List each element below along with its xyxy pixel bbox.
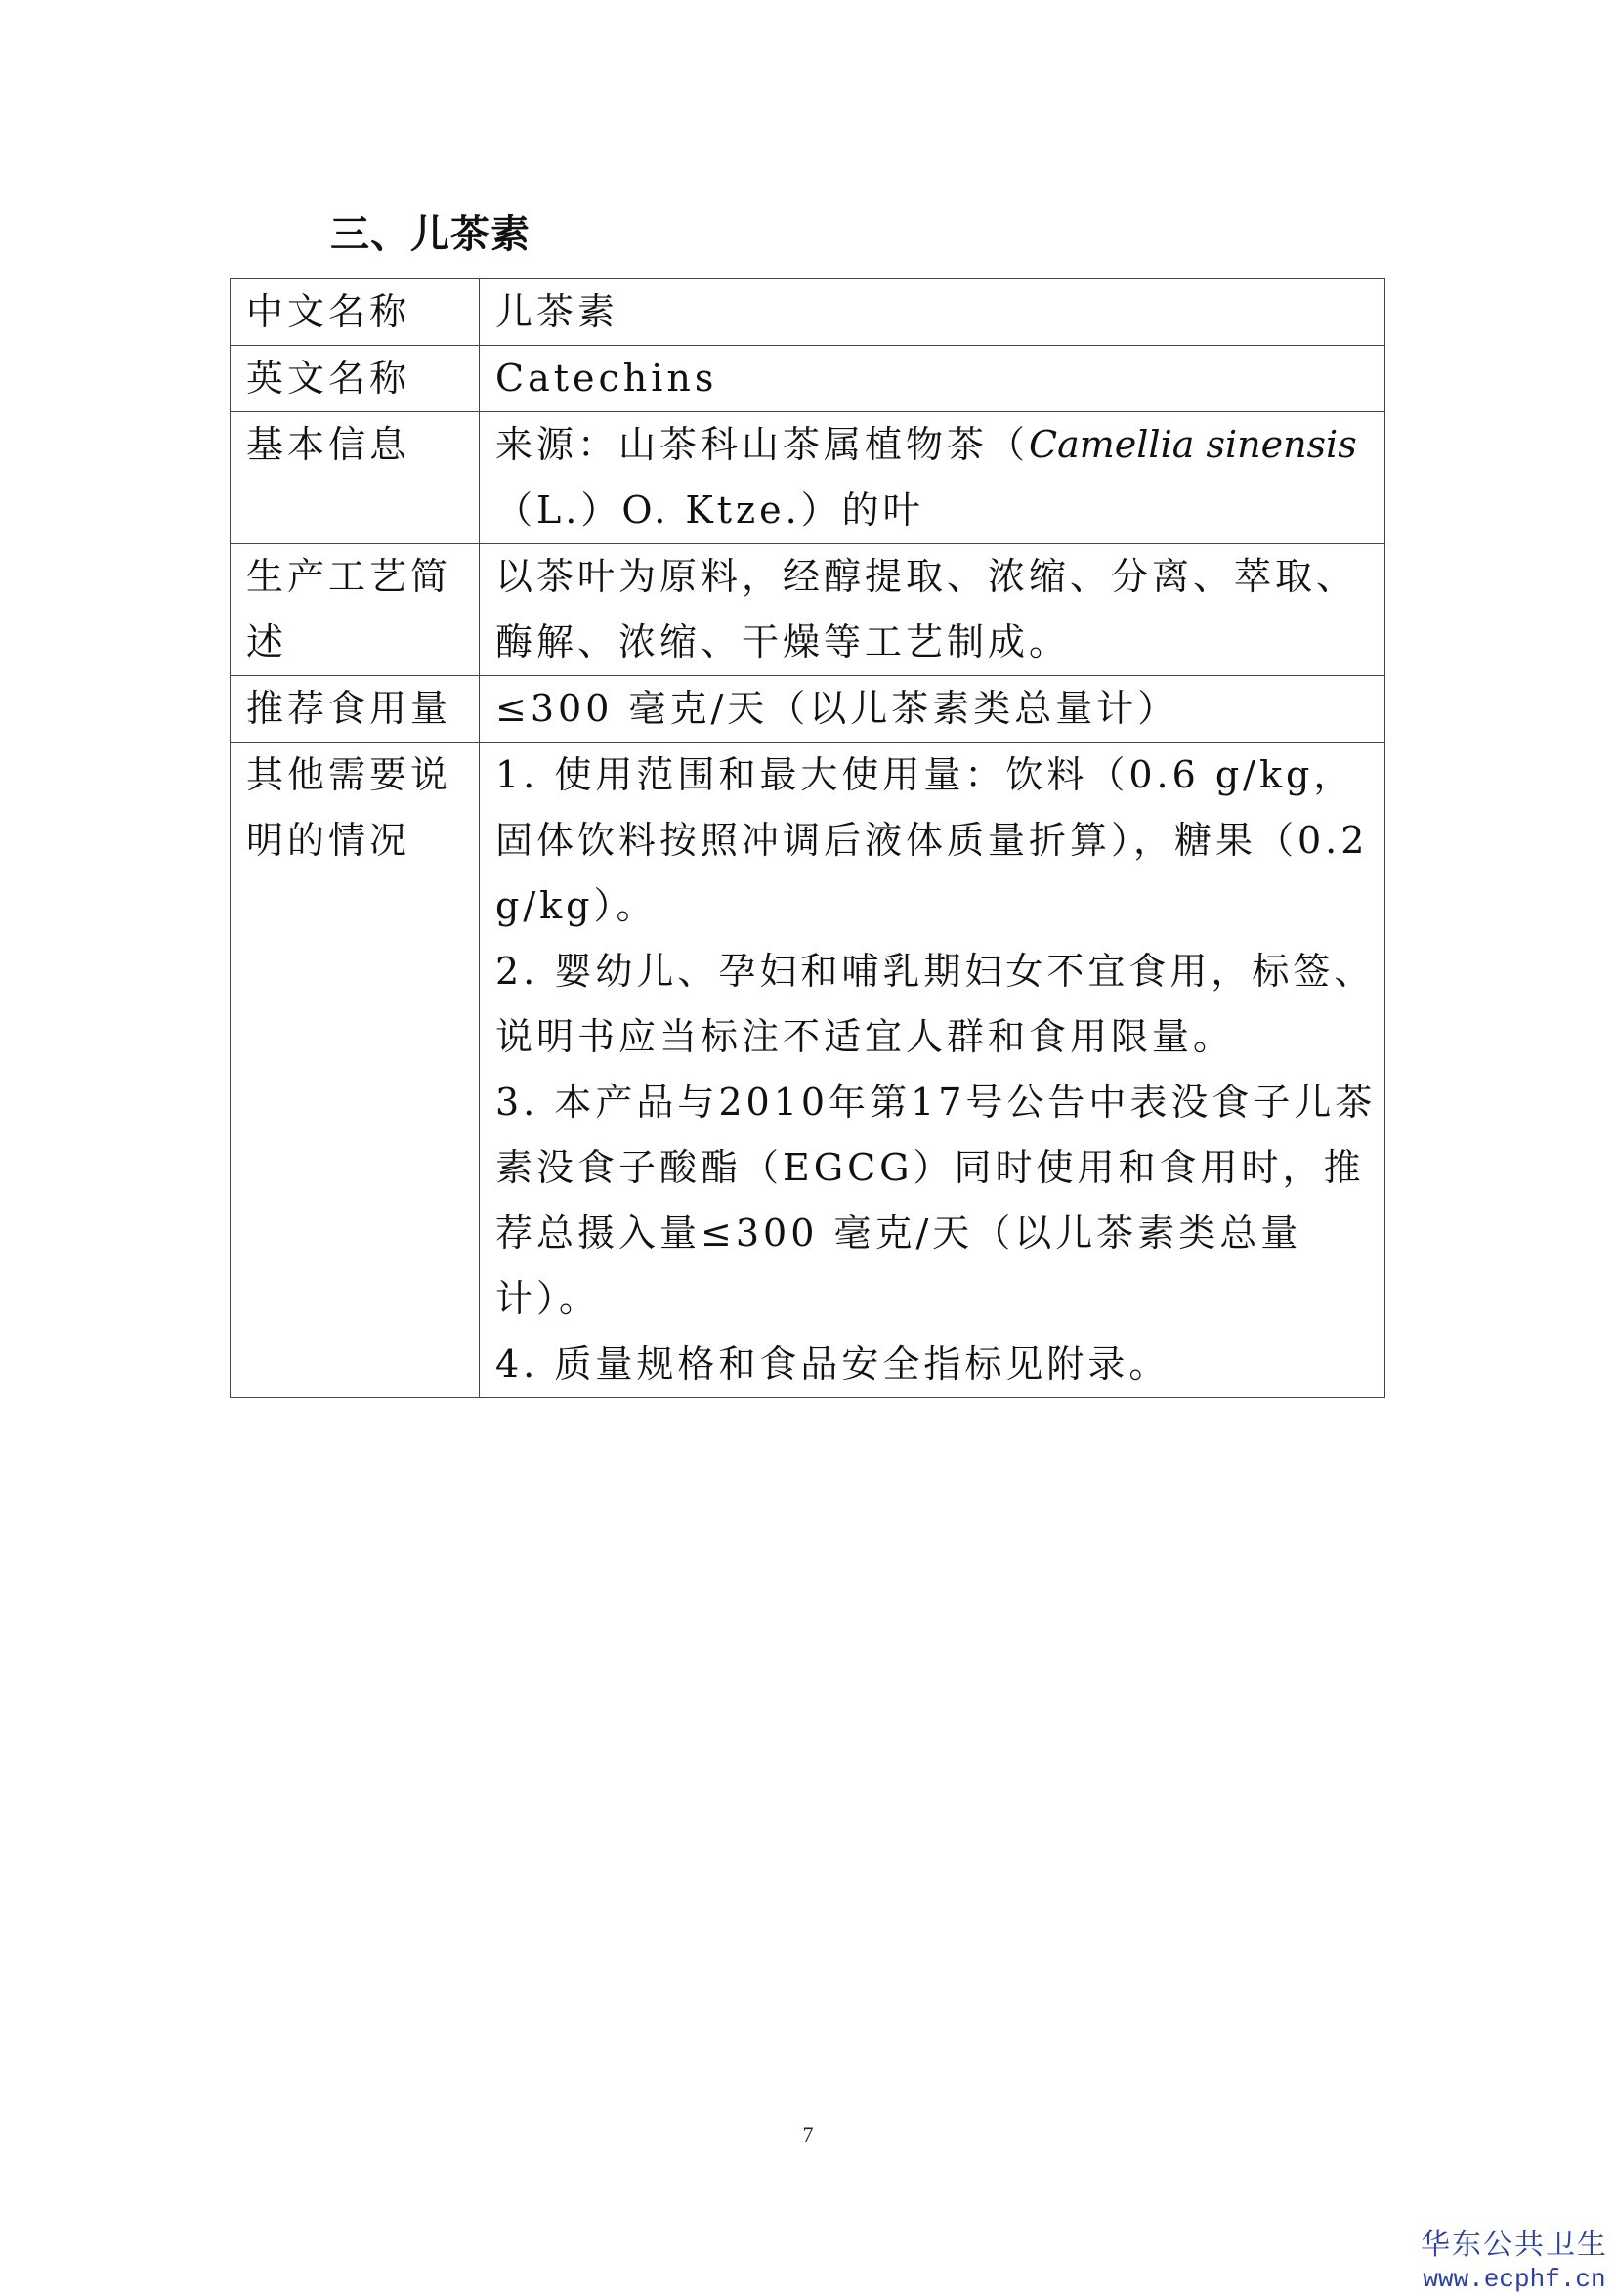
table-row: [231, 676, 1385, 743]
table-row: [231, 346, 1385, 412]
watermark-name: 华东公共卫生: [1421, 2228, 1608, 2262]
table-row: [231, 412, 1385, 544]
note-item: 4. 质量规格和食品安全指标见附录。: [495, 1342, 1170, 1385]
row-value: [480, 743, 1385, 1398]
note-item: 2. 婴幼儿、孕妇和哺乳期妇女不宜食用，标签、说明书应当标注不适宜人群和食用限量。: [495, 950, 1376, 1058]
row-value: ≤300 毫克/天（以儿茶素类总量计）: [480, 676, 1385, 743]
row-label: 其他需要说明的情况: [231, 743, 480, 1398]
table-row: [231, 743, 1385, 1398]
note-item: 1. 使用范围和最大使用量：饮料（0.6 g/kg，固体饮料按照冲调后液体质量折算），糖果（0.2 g/kg）。: [495, 753, 1369, 927]
row-value: Catechins: [480, 346, 1385, 412]
table-row: [231, 279, 1385, 346]
row-value: 以茶叶为原料，经醇提取、浓缩、分离、萃取、酶解、浓缩、干燥等工艺制成。: [480, 544, 1385, 676]
row-value: [480, 412, 1385, 544]
scientific-name: Camellia sinensis: [1029, 423, 1357, 466]
source-prefix: 来源：山茶科山茶属植物茶（: [495, 423, 1030, 466]
table-row: [231, 544, 1385, 676]
note-item: 3. 本产品与2010年第17号公告中表没食子儿茶素没食子酸酯（EGCG）同时使用和食用时，推荐总摄入量≤300 毫克/天（以儿茶素类总量计）。: [495, 1081, 1377, 1320]
watermark-url: www.ecphf.cn: [1423, 2265, 1606, 2294]
source-suffix: （L.）O. Ktze.）的叶: [495, 489, 924, 531]
row-label: 英文名称: [231, 346, 480, 412]
page-number: 7: [802, 2122, 814, 2147]
row-label: 生产工艺简述: [231, 544, 480, 676]
row-value: 儿茶素: [480, 279, 1385, 346]
row-label: 推荐食用量: [231, 676, 480, 743]
watermark: [1421, 2228, 1608, 2296]
section-title: 三、儿茶素: [330, 212, 531, 257]
row-label: 基本信息: [231, 412, 480, 544]
spec-table: [230, 278, 1385, 1398]
row-label: 中文名称: [231, 279, 480, 346]
